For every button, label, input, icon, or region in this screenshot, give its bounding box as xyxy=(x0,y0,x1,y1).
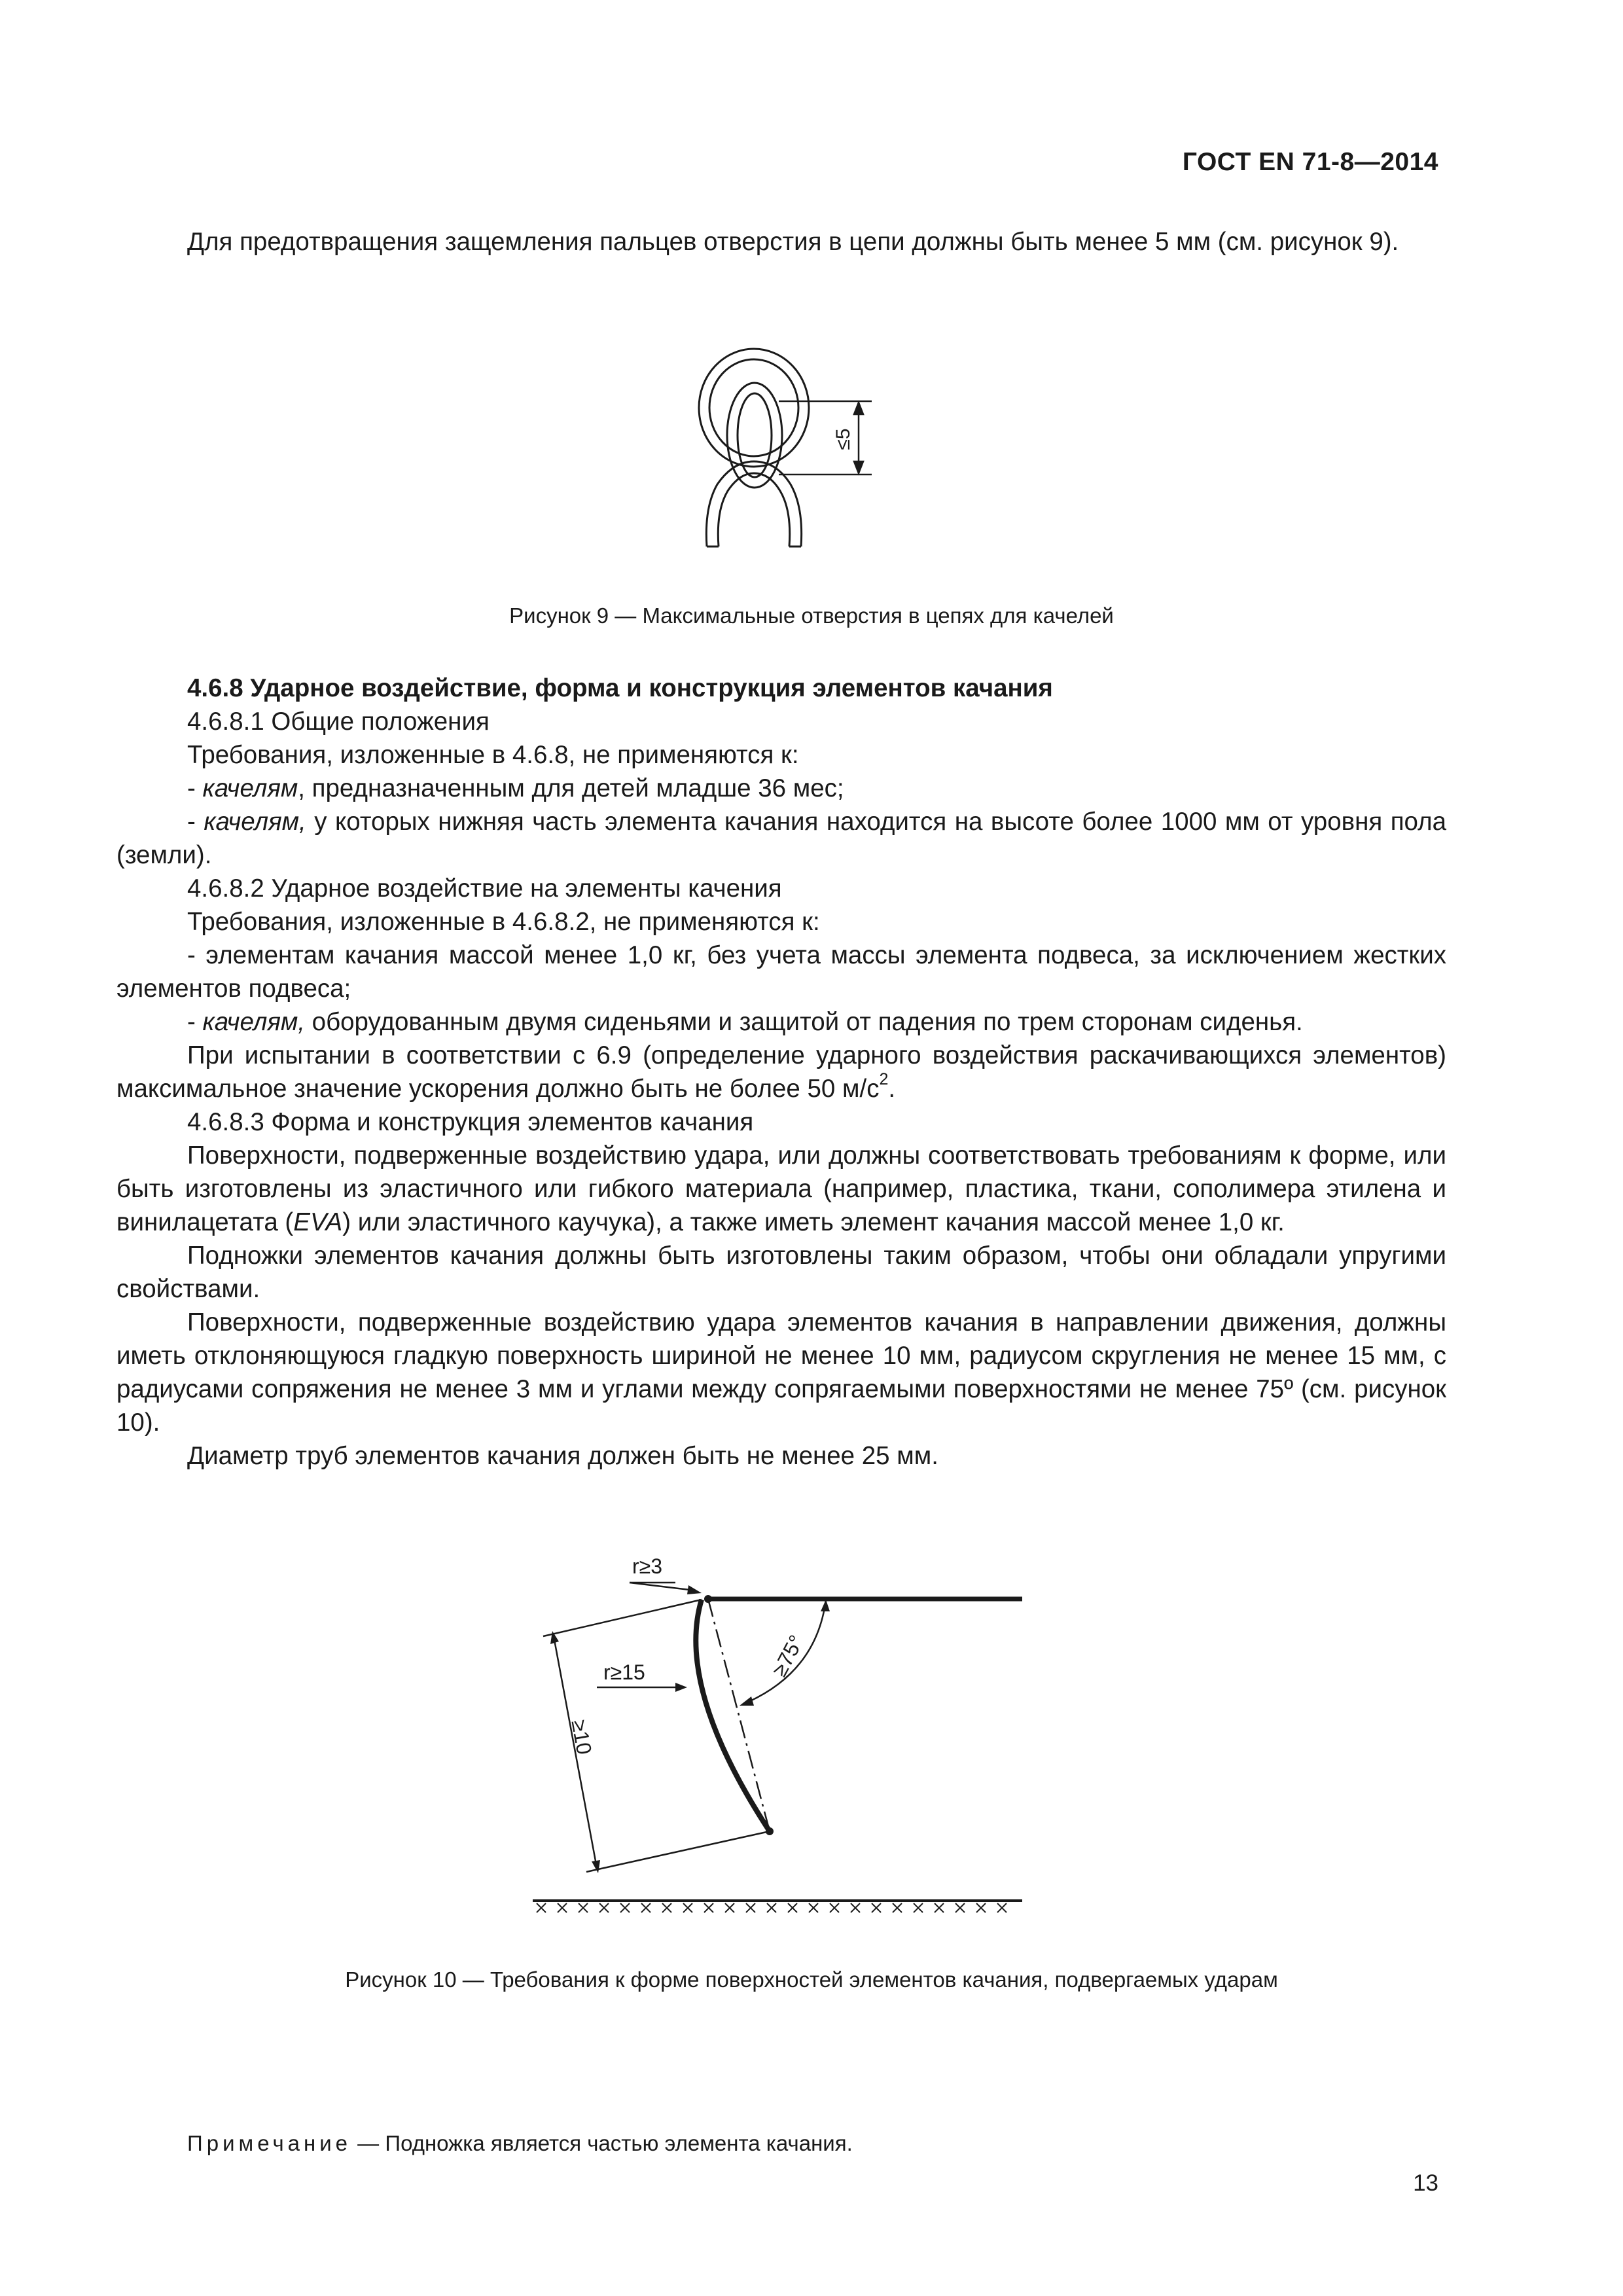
figure-10-surface-diagram xyxy=(524,1532,1047,1937)
label-r15: r≥15 xyxy=(603,1660,645,1684)
intro-paragraph: Для предотвращения защемления пальцев отверстия в цепи должны быть менее 5 мм (см. рисунок 9). xyxy=(187,228,1399,256)
subsection-title-3: 4.6.8.3 Форма и конструкция элементов качания xyxy=(187,1108,754,1136)
intro-paragraph-block xyxy=(116,225,1446,259)
note xyxy=(187,2131,853,2156)
paragraph: Требования, изложенные в 4.6.8.2, не применяются к: xyxy=(187,908,820,936)
label-r3: r≥3 xyxy=(632,1554,663,1578)
dimension-label-5: ≤5 xyxy=(832,428,854,450)
curved-impact-surface xyxy=(696,1600,770,1831)
paragraph: Поверхности, подверженные воздействию удара, или должны соответствовать требованиям к форме, или быть изготовлены из эластичного или гибкого материала (например, пластика, ткани, сополимера этилена и винилацетата (EVA) или эластичного каучука), а также иметь элемент качания массой менее 1,0 кг. xyxy=(116,1141,1446,1236)
figure-9-caption: Рисунок 9 — Максимальные отверстия в цепях для качелей xyxy=(509,603,1114,628)
ground-hatching xyxy=(537,1903,1007,1912)
list-item: - качелям, у которых нижняя часть элемента качания находится на высоте более 1000 мм от уровня пола (земли). xyxy=(116,808,1446,869)
chain-link-top xyxy=(699,349,809,467)
list-item: - качелям, предназначенным для детей младше 36 мес; xyxy=(187,774,844,802)
standard-code: ГОСТ EN 71-8—2014 xyxy=(1182,148,1438,176)
label-10: ≥10 xyxy=(567,1717,597,1757)
section-heading: 4.6.8 Ударное воздействие, форма и конструкция элементов качания xyxy=(187,674,1053,702)
page-number: 13 xyxy=(1413,2170,1438,2196)
figure-9-chain-diagram xyxy=(681,344,897,560)
figure-10-caption: Рисунок 10 — Требования к форме поверхностей элементов качания, подвергаемых ударам xyxy=(345,1967,1278,1992)
list-item: - элементам качания массой менее 1,0 кг, без учета массы элемента подвеса, за исключением жестких элементов подвеса; xyxy=(116,941,1446,1003)
note-text: — Подножка является частью элемента качания. xyxy=(351,2131,853,2155)
list-item: - качелям, оборудованным двумя сиденьями и защитой от падения по трем сторонам сиденья. xyxy=(187,1008,1303,1036)
subsection-title-1: 4.6.8.1 Общие положения xyxy=(187,708,490,736)
paragraph: Подножки элементов качания должны быть изготовлены таким образом, чтобы они обладали упругими свойствами. xyxy=(116,1242,1446,1303)
dimension-5 xyxy=(779,401,872,475)
paragraph: Диаметр труб элементов качания должен быть не менее 25 мм. xyxy=(187,1442,938,1470)
chain-link-middle xyxy=(727,383,782,488)
paragraph: При испытании в соответствии с 6.9 (определение ударного воздействия раскачивающихся элементов) максимальное значение ускорения должно быть не более 50 $м/с^2$. xyxy=(116,1041,1446,1103)
paragraph: Поверхности, подверженные воздействию удара элементов качания в направлении движения, должны иметь отклоняющуюся гладкую поверхность шириной не менее 10 мм, радиусом скругления не менее 15 мм, с радиусами сопряжения не менее 3 мм и углами между сопрягаемыми поверхностями не менее 75º (см. рисунок 10). xyxy=(116,1308,1446,1437)
note-label: Примечание xyxy=(187,2131,352,2155)
label-75: ≥75° xyxy=(767,1631,809,1681)
subsection-title-2: 4.6.8.2 Ударное воздействие на элементы качения xyxy=(187,874,782,903)
chord-line xyxy=(708,1599,770,1831)
section-4-6-8 xyxy=(116,672,1446,1473)
paragraph: Требования, изложенные в 4.6.8, не применяются к: xyxy=(187,741,799,769)
